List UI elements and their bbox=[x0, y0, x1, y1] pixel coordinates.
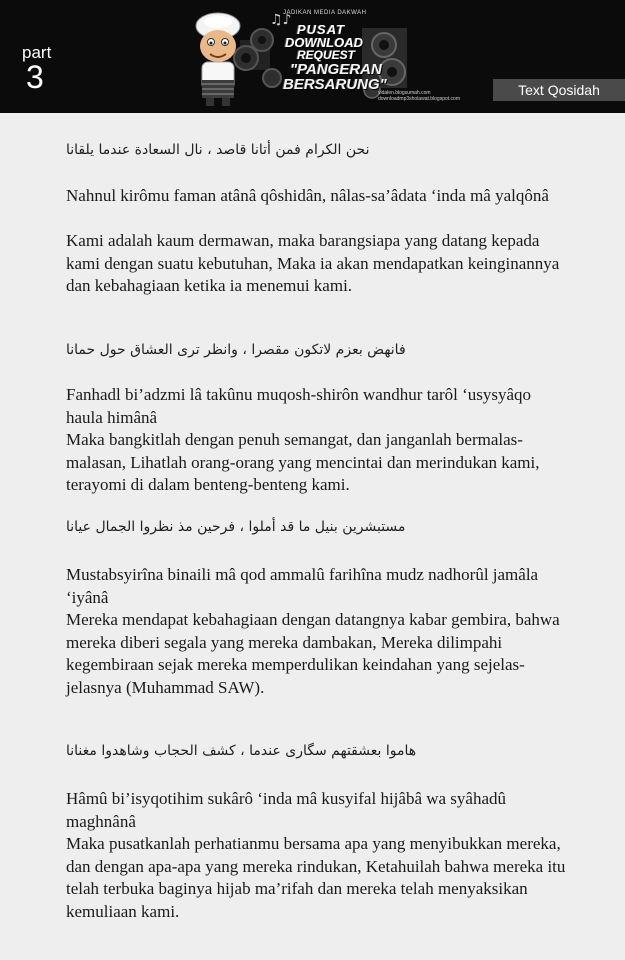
verse-translation: Maka pusatkanlah perhatianmu bersama apa yang menyibukkan mereka, dan dengan apa-apa yang mereka rindukan, Ketahuilah bahwa mereka itu telah terbuka baginya hijab ma’rifah dan mereka telah menyaksikan kemuliaan kami. bbox=[66, 834, 566, 921]
verse-latin: Mustabsyirîna binaili mâ qod ammalû farihîna mudz nadhorûl jamâla ‘iyânâ bbox=[66, 565, 539, 607]
logo-url-2: downloadmp3sholawat.blogspot.com bbox=[378, 96, 460, 102]
header-banner bbox=[0, 0, 625, 113]
verse-translation: Kami adalah kaum dermawan, maka barangsiapa yang datang kepada kami dengan suatu kebutuhan, Maka ia akan mendapatkan keinginannya dan kebahagiaan ketika ia menemui kami. bbox=[66, 231, 560, 295]
verse-arabic: هاموا بعشقتهم سگارى عندما ، كشف الحجاب وشاهدوا مغنانا bbox=[66, 743, 417, 759]
verse-arabic: مستبشرين بنيل ما قد أملوا ، فرحين مذ نظروا الجمال عيانا bbox=[66, 519, 406, 535]
logo-tagline: JADIKAN MEDIA DAKWAH bbox=[283, 10, 367, 16]
svg-text:♫♪: ♫♪ bbox=[270, 12, 292, 28]
verse-translation: Mereka mendapat kebahagiaan dengan datangnya kabar gembira, bahwa mereka diberi segala yang mereka dambakan, Mereka dilimpahi kegembiraan sejak mereka memperdulikan keindahan yang sejelas-jelasnya (Muhammad SAW). bbox=[66, 610, 560, 697]
logo-line-1: PUSAT bbox=[297, 22, 346, 37]
part-indicator bbox=[22, 44, 51, 93]
logo-urls bbox=[378, 90, 460, 102]
verse-arabic: فانهض بعزم لاتكون مقصرا ، وانظر ترى العشاق حول حمانا bbox=[66, 342, 406, 358]
verse-translation: Maka bangkitlah dengan penuh semangat, dan janganlah bermalas-malasan, Lihatlah orang-orang yang mencintai dan merindukan kami, terayomi di dalam benteng-benteng kami. bbox=[66, 430, 540, 494]
logo-line-2: DOWNLOAD bbox=[285, 35, 363, 50]
verse-latin: Nahnul kirômu faman atânâ qôshidân, nâlas-sa’âdata ‘inda mâ yalqônâ bbox=[66, 186, 549, 205]
cartoon-character-with-turban-icon bbox=[190, 8, 250, 108]
logo-line-5: BERSARUNG" bbox=[283, 76, 387, 93]
verse-arabic: نحن الكرام فمن أتانا قاصد ، نال السعادة عندما يلقانا bbox=[66, 142, 370, 158]
part-number: 3 bbox=[26, 59, 44, 95]
verse-latin: Fanhadl bi’adzmi lâ takûnu muqosh-shirôn wandhur tarôl ‘usysyâqo haula himânâ bbox=[66, 385, 532, 427]
logo-line-3: REQUEST bbox=[297, 48, 356, 62]
logo-url-1: vidalen.blogsumah.com bbox=[378, 90, 431, 96]
verse-latin: Hâmû bi’isyqotihim sukârô ‘inda mâ kusyifal hijâbâ wa syâhadû maghnânâ bbox=[66, 789, 507, 831]
section-tab: Text Qosidah bbox=[493, 79, 625, 101]
part-label: part bbox=[22, 43, 52, 62]
logo-line-4: "PANGERAN bbox=[290, 61, 382, 78]
